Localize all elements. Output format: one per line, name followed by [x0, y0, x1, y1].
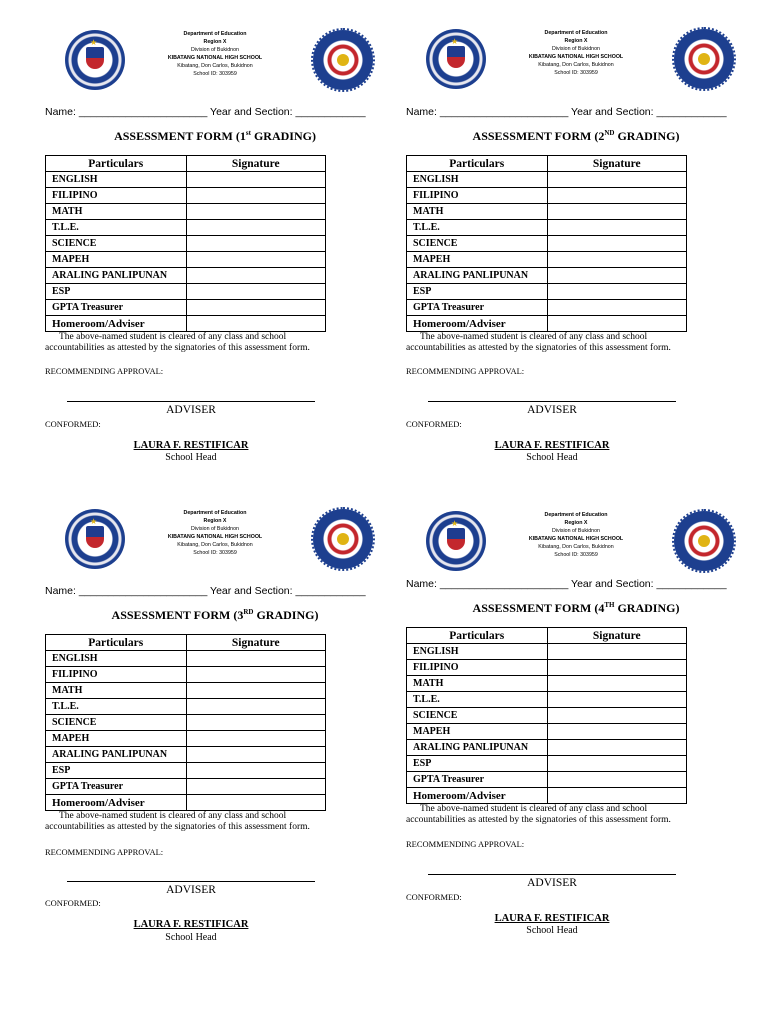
school-seal-icon [674, 29, 734, 89]
signature-cell[interactable] [186, 268, 326, 284]
recommending-label: RECOMMENDING APPROVAL: [406, 839, 525, 849]
signature-cell[interactable] [547, 220, 687, 236]
form-title: ASSESSMENT FORM (2ND GRADING) [472, 129, 680, 143]
dept-line: Department of Education [183, 31, 247, 37]
signature-cell[interactable] [547, 300, 687, 316]
row-label: T.L.E. [46, 220, 187, 236]
school-id: School ID: 303959 [193, 550, 237, 556]
col-signature: Signature [547, 628, 687, 644]
signature-cell[interactable] [547, 268, 687, 284]
school-info [140, 30, 290, 78]
row-label: ENGLISH [46, 651, 187, 667]
school-address: Kibatang, Don Carlos, Bukidnon [177, 63, 253, 69]
signature-cell[interactable] [186, 172, 326, 188]
clearance-table [406, 627, 687, 804]
division-line: Division of Bukidnon [191, 47, 239, 53]
row-label: ESP [46, 284, 187, 300]
school-head-role: School Head [165, 932, 217, 943]
row-label: FILIPINO [407, 188, 548, 204]
adviser-label: ADVISER [527, 877, 577, 889]
deped-seal-icon: ★ [426, 511, 486, 571]
row-label: SCIENCE [407, 236, 548, 252]
school-head-name: LAURA F. RESTIFICAR [133, 919, 249, 930]
row-label: MAPEH [407, 252, 548, 268]
form-title: ASSESSMENT FORM (3RD GRADING) [111, 608, 319, 622]
school-name: KIBATANG NATIONAL HIGH SCHOOL [167, 534, 263, 540]
note-line: The above-named student is cleared of any class and school [420, 332, 648, 342]
name-section-line[interactable]: Name: ______________________ Year and Section: ____________ [45, 106, 366, 118]
signature-cell[interactable] [186, 699, 326, 715]
note-line: The above-named student is cleared of any class and school [420, 804, 648, 814]
row-label: ARALING PANLIPUNAN [407, 268, 548, 284]
row-label: GPTA Treasurer [407, 300, 548, 316]
signature-cell[interactable] [186, 316, 326, 332]
row-label: MATH [46, 683, 187, 699]
form-header [406, 509, 746, 579]
adviser-label: ADVISER [166, 884, 216, 896]
division-line: Division of Bukidnon [552, 528, 600, 534]
conformed-label: CONFORMED: [45, 898, 101, 908]
assessment-form-1 [45, 28, 385, 468]
note-line: accountabilities as attested by the signatories of this assessment form. [406, 343, 671, 353]
row-label: SCIENCE [46, 715, 187, 731]
row-label: ENGLISH [407, 644, 548, 660]
row-label: ESP [407, 284, 548, 300]
signature-cell[interactable] [186, 763, 326, 779]
signature-cell[interactable] [186, 747, 326, 763]
school-head-role: School Head [526, 452, 578, 463]
row-label: ESP [46, 763, 187, 779]
row-label: T.L.E. [46, 699, 187, 715]
row-label: Homeroom/Adviser [46, 316, 187, 332]
school-id: School ID: 303959 [554, 552, 598, 558]
region-line: Region X [564, 520, 588, 526]
school-info [140, 509, 290, 557]
signature-cell[interactable] [547, 236, 687, 252]
form-header [406, 27, 746, 97]
signature-cell[interactable] [186, 715, 326, 731]
school-info [501, 511, 651, 559]
signature-cell[interactable] [186, 188, 326, 204]
signature-cell[interactable] [186, 779, 326, 795]
row-label: SCIENCE [407, 708, 548, 724]
form-header [45, 507, 385, 577]
recommending-label: RECOMMENDING APPROVAL: [45, 847, 164, 857]
recommending-label: RECOMMENDING APPROVAL: [45, 366, 164, 376]
dept-line: Department of Education [544, 30, 608, 36]
signature-cell[interactable] [186, 795, 326, 811]
adviser-signature-line[interactable] [428, 401, 676, 402]
row-label: MAPEH [46, 252, 187, 268]
signature-cell[interactable] [547, 676, 687, 692]
school-address: Kibatang, Don Carlos, Bukidnon [177, 542, 253, 548]
row-label: GPTA Treasurer [407, 772, 548, 788]
adviser-signature-line[interactable] [67, 401, 315, 402]
signature-cell[interactable] [547, 692, 687, 708]
signature-cell[interactable] [186, 651, 326, 667]
school-head-name: LAURA F. RESTIFICAR [133, 440, 249, 451]
signature-cell[interactable] [186, 204, 326, 220]
note-line: accountabilities as attested by the signatories of this assessment form. [45, 343, 310, 353]
recommending-label: RECOMMENDING APPROVAL: [406, 366, 525, 376]
row-label: FILIPINO [46, 188, 187, 204]
signature-cell[interactable] [547, 660, 687, 676]
signature-cell[interactable] [186, 300, 326, 316]
note-line: The above-named student is cleared of any class and school [59, 332, 287, 342]
signature-cell[interactable] [547, 284, 687, 300]
row-label: T.L.E. [407, 220, 548, 236]
adviser-label: ADVISER [527, 404, 577, 416]
adviser-label: ADVISER [166, 404, 216, 416]
deped-seal-icon: ★ [65, 30, 125, 90]
clearance-note [45, 332, 335, 354]
school-head-role: School Head [526, 925, 578, 936]
clearance-note [406, 804, 696, 826]
note-line: accountabilities as attested by the signatories of this assessment form. [406, 815, 671, 825]
form-title: ASSESSMENT FORM (4TH GRADING) [472, 601, 680, 615]
dept-line: Department of Education [183, 510, 247, 516]
assessment-form-4 [406, 509, 746, 949]
row-label: ESP [407, 756, 548, 772]
signature-cell[interactable] [186, 683, 326, 699]
school-name: KIBATANG NATIONAL HIGH SCHOOL [528, 54, 624, 60]
signature-cell[interactable] [186, 236, 326, 252]
signature-cell[interactable] [547, 772, 687, 788]
row-label: MAPEH [407, 724, 548, 740]
school-address: Kibatang, Don Carlos, Bukidnon [538, 62, 614, 68]
row-label: ENGLISH [46, 172, 187, 188]
col-signature: Signature [186, 156, 326, 172]
school-name: KIBATANG NATIONAL HIGH SCHOOL [528, 536, 624, 542]
school-head-name: LAURA F. RESTIFICAR [494, 913, 610, 924]
row-label: FILIPINO [46, 667, 187, 683]
form-header [45, 28, 385, 98]
row-label: MATH [407, 676, 548, 692]
clearance-note [45, 811, 335, 833]
row-label: ARALING PANLIPUNAN [407, 740, 548, 756]
conformed-label: CONFORMED: [45, 419, 101, 429]
school-head-role: School Head [165, 452, 217, 463]
signature-cell[interactable] [547, 252, 687, 268]
clearance-note [406, 332, 696, 354]
deped-seal-icon: ★ [426, 29, 486, 89]
row-label: Homeroom/Adviser [407, 316, 548, 332]
signature-cell[interactable] [547, 756, 687, 772]
adviser-signature-line[interactable] [428, 874, 676, 875]
row-label: SCIENCE [46, 236, 187, 252]
dept-line: Department of Education [544, 512, 608, 518]
row-label: Homeroom/Adviser [407, 788, 548, 804]
conformed-label: CONFORMED: [406, 892, 462, 902]
signature-cell[interactable] [547, 204, 687, 220]
name-section-line[interactable]: Name: ______________________ Year and Section: ____________ [45, 585, 366, 597]
signature-cell[interactable] [547, 788, 687, 804]
school-id: School ID: 303959 [193, 71, 237, 77]
deped-seal-icon: ★ [65, 509, 125, 569]
region-line: Region X [564, 38, 588, 44]
adviser-signature-line[interactable] [67, 881, 315, 882]
clearance-table [406, 155, 687, 332]
region-line: Region X [203, 518, 227, 524]
assessment-form-2 [406, 27, 746, 467]
signature-cell[interactable] [547, 316, 687, 332]
signature-cell[interactable] [547, 188, 687, 204]
row-label: MATH [407, 204, 548, 220]
signature-cell[interactable] [547, 724, 687, 740]
note-line: accountabilities as attested by the signatories of this assessment form. [45, 822, 310, 832]
school-seal-icon [313, 30, 373, 90]
col-particulars: Particulars [46, 635, 187, 651]
row-label: MATH [46, 204, 187, 220]
row-label: ARALING PANLIPUNAN [46, 747, 187, 763]
school-seal-icon [313, 509, 373, 569]
row-label: GPTA Treasurer [46, 300, 187, 316]
region-line: Region X [203, 39, 227, 45]
col-particulars: Particulars [407, 156, 548, 172]
division-line: Division of Bukidnon [191, 526, 239, 532]
form-title: ASSESSMENT FORM (1st GRADING) [114, 129, 316, 143]
clearance-table [45, 155, 326, 332]
row-label: ARALING PANLIPUNAN [46, 268, 187, 284]
school-id: School ID: 303959 [554, 70, 598, 76]
note-line: The above-named student is cleared of any class and school [59, 811, 287, 821]
row-label: Homeroom/Adviser [46, 795, 187, 811]
row-label: GPTA Treasurer [46, 779, 187, 795]
col-particulars: Particulars [407, 628, 548, 644]
school-name: KIBATANG NATIONAL HIGH SCHOOL [167, 55, 263, 61]
row-label: MAPEH [46, 731, 187, 747]
school-address: Kibatang, Don Carlos, Bukidnon [538, 544, 614, 550]
col-particulars: Particulars [46, 156, 187, 172]
signature-cell[interactable] [186, 220, 326, 236]
conformed-label: CONFORMED: [406, 419, 462, 429]
signature-cell[interactable] [547, 740, 687, 756]
clearance-table [45, 634, 326, 811]
signature-cell[interactable] [186, 667, 326, 683]
signature-cell[interactable] [547, 644, 687, 660]
col-signature: Signature [186, 635, 326, 651]
signature-cell[interactable] [186, 252, 326, 268]
school-head-name: LAURA F. RESTIFICAR [494, 440, 610, 451]
division-line: Division of Bukidnon [552, 46, 600, 52]
school-info [501, 29, 651, 77]
signature-cell[interactable] [547, 708, 687, 724]
name-section-line[interactable]: Name: ______________________ Year and Section: ____________ [406, 106, 727, 118]
assessment-form-3 [45, 507, 385, 947]
signature-cell[interactable] [547, 172, 687, 188]
school-seal-icon [674, 511, 734, 571]
name-section-line[interactable]: Name: ______________________ Year and Section: ____________ [406, 578, 727, 590]
row-label: ENGLISH [407, 172, 548, 188]
row-label: T.L.E. [407, 692, 548, 708]
signature-cell[interactable] [186, 731, 326, 747]
col-signature: Signature [547, 156, 687, 172]
row-label: FILIPINO [407, 660, 548, 676]
signature-cell[interactable] [186, 284, 326, 300]
